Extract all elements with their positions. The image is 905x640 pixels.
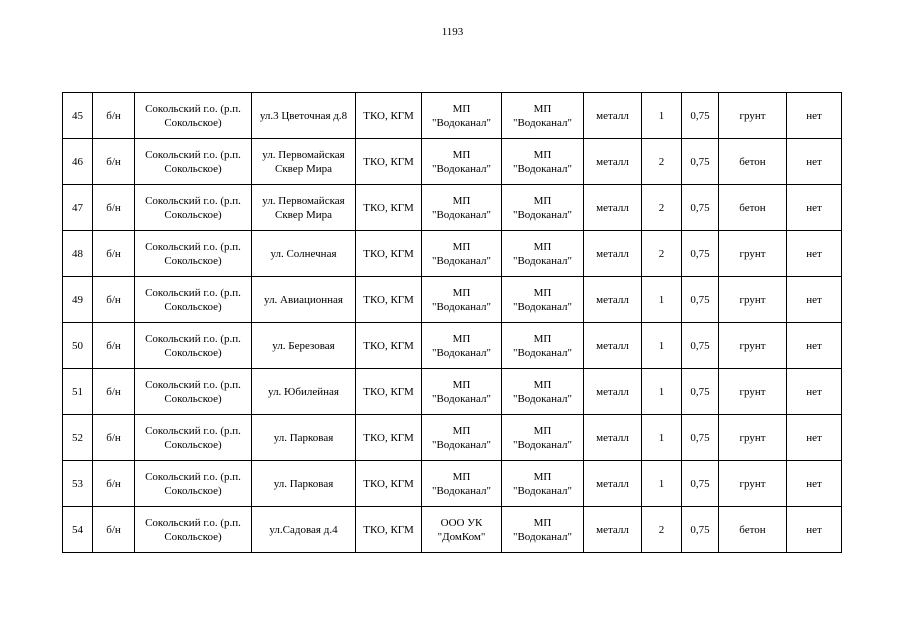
operator-text: "Водоканал" [512, 392, 572, 405]
operator-text: МП [533, 424, 552, 437]
owner-text: ООО УК [440, 516, 483, 529]
container-volume-text: 0,75 [690, 247, 710, 260]
container-volume-text: 0,75 [690, 339, 710, 352]
container-count-text: 1 [658, 385, 665, 398]
settlement-text: Сокольское) [164, 392, 222, 405]
street-text: ул. Парковая [273, 477, 334, 490]
street-text: ул. Солнечная [270, 247, 337, 260]
street-text: ул. Авиационная [264, 293, 343, 306]
street-text: ул.Садовая д.4 [269, 523, 338, 536]
owner-text: МП [452, 424, 471, 437]
settlement-text: Сокольский г.о. (р.п. [145, 148, 241, 161]
operator-text: МП [533, 286, 552, 299]
material-cell [584, 323, 642, 369]
container-count-cell [642, 231, 682, 277]
operator-text: "Водоканал" [512, 346, 572, 359]
surface-text: грунт [739, 339, 766, 352]
container-count-cell [642, 93, 682, 139]
fence-cell [787, 139, 842, 185]
row-number-cell [63, 461, 93, 507]
operator-text: "Водоканал" [512, 162, 572, 175]
container-count-text: 2 [658, 247, 665, 260]
settlement-cell [135, 461, 252, 507]
row-number-text: 45 [72, 109, 83, 122]
container-count-cell [642, 277, 682, 323]
container-sites-table [62, 92, 842, 553]
material-cell [584, 369, 642, 415]
document-cell [93, 461, 135, 507]
surface-cell [719, 93, 787, 139]
table-row [63, 185, 842, 231]
material-text: металл [596, 523, 629, 536]
container-volume-text: 0,75 [690, 523, 710, 536]
material-text: металл [596, 247, 629, 260]
operator-text: "Водоканал" [512, 254, 572, 267]
settlement-text: Сокольское) [164, 254, 222, 267]
fence-text: нет [806, 523, 822, 536]
settlement-text: Сокольское) [164, 116, 222, 129]
container-volume-cell [682, 185, 719, 231]
owner-cell [422, 323, 502, 369]
surface-cell [719, 185, 787, 231]
street-text: ул.3 Цветочная д.8 [259, 109, 348, 122]
street-cell [252, 369, 356, 415]
operator-text: МП [533, 332, 552, 345]
container-count-cell [642, 461, 682, 507]
settlement-text: Сокольский г.о. (р.п. [145, 194, 241, 207]
row-number-cell [63, 185, 93, 231]
container-volume-text: 0,75 [690, 385, 710, 398]
container-volume-cell [682, 139, 719, 185]
fence-text: нет [806, 431, 822, 444]
material-cell [584, 231, 642, 277]
owner-cell [422, 93, 502, 139]
document-text: б/н [106, 523, 121, 536]
owner-text: МП [452, 102, 471, 115]
waste-type-text: ТКО, КГМ [363, 523, 414, 536]
street-text: ул. Юбилейная [268, 385, 339, 398]
owner-text: МП [452, 194, 471, 207]
container-count-cell [642, 139, 682, 185]
surface-cell [719, 277, 787, 323]
container-volume-cell [682, 461, 719, 507]
settlement-text: Сокольский г.о. (р.п. [145, 516, 241, 529]
row-number-text: 46 [72, 155, 83, 168]
settlement-text: Сокольский г.о. (р.п. [145, 424, 241, 437]
row-number-cell [63, 277, 93, 323]
table-row [63, 139, 842, 185]
material-cell [584, 139, 642, 185]
container-volume-cell [682, 323, 719, 369]
waste-type-cell [356, 369, 422, 415]
settlement-text: Сокольский г.о. (р.п. [145, 286, 241, 299]
settlement-text: Сокольский г.о. (р.п. [145, 240, 241, 253]
document-cell [93, 139, 135, 185]
waste-type-text: ТКО, КГМ [363, 155, 414, 168]
container-count-text: 1 [658, 431, 665, 444]
operator-text: МП [533, 470, 552, 483]
street-text: ул. Первомайская [262, 194, 345, 207]
street-text: ул. Парковая [273, 431, 334, 444]
settlement-cell [135, 231, 252, 277]
container-count-text: 2 [658, 523, 665, 536]
container-volume-cell [682, 231, 719, 277]
street-cell [252, 277, 356, 323]
waste-type-cell [356, 185, 422, 231]
owner-cell [422, 415, 502, 461]
fence-text: нет [806, 109, 822, 122]
table-row [63, 323, 842, 369]
table-row [63, 93, 842, 139]
operator-text: "Водоканал" [512, 484, 572, 497]
operator-text: МП [533, 148, 552, 161]
fence-cell [787, 415, 842, 461]
waste-type-text: ТКО, КГМ [363, 339, 414, 352]
settlement-cell [135, 277, 252, 323]
settlement-cell [135, 415, 252, 461]
fence-cell [787, 277, 842, 323]
street-cell [252, 93, 356, 139]
street-cell [252, 185, 356, 231]
owner-text: МП [452, 332, 471, 345]
waste-type-text: ТКО, КГМ [363, 201, 414, 214]
settlement-text: Сокольское) [164, 162, 222, 175]
owner-cell [422, 461, 502, 507]
surface-text: грунт [739, 431, 766, 444]
table-row [63, 231, 842, 277]
owner-text: "Водоканал" [431, 346, 491, 359]
material-text: металл [596, 293, 629, 306]
table-row [63, 461, 842, 507]
fence-text: нет [806, 293, 822, 306]
container-volume-text: 0,75 [690, 477, 710, 490]
street-cell [252, 139, 356, 185]
container-volume-cell [682, 93, 719, 139]
container-count-text: 1 [658, 477, 665, 490]
fence-text: нет [806, 155, 822, 168]
document-cell [93, 93, 135, 139]
surface-cell [719, 369, 787, 415]
container-volume-cell [682, 277, 719, 323]
owner-cell [422, 185, 502, 231]
row-number-cell [63, 369, 93, 415]
material-text: металл [596, 155, 629, 168]
operator-cell [502, 415, 584, 461]
settlement-cell [135, 369, 252, 415]
document-text: б/н [106, 477, 121, 490]
owner-cell [422, 231, 502, 277]
waste-type-cell [356, 461, 422, 507]
settlement-text: Сокольское) [164, 346, 222, 359]
owner-text: МП [452, 286, 471, 299]
row-number-text: 47 [72, 201, 83, 214]
waste-type-text: ТКО, КГМ [363, 431, 414, 444]
settlement-text: Сокольское) [164, 530, 222, 543]
container-count-text: 2 [658, 155, 665, 168]
container-volume-text: 0,75 [690, 431, 710, 444]
container-volume-cell [682, 415, 719, 461]
owner-text: "Водоканал" [431, 116, 491, 129]
fence-text: нет [806, 201, 822, 214]
street-cell [252, 323, 356, 369]
settlement-text: Сокольский г.о. (р.п. [145, 102, 241, 115]
document-cell [93, 507, 135, 553]
material-cell [584, 507, 642, 553]
operator-cell [502, 277, 584, 323]
settlement-cell [135, 185, 252, 231]
material-cell [584, 277, 642, 323]
street-text: Сквер Мира [275, 208, 332, 221]
container-count-text: 2 [658, 201, 665, 214]
settlement-text: Сокольский г.о. (р.п. [145, 332, 241, 345]
owner-text: МП [452, 470, 471, 483]
page-number: 1193 [441, 26, 464, 38]
operator-text: МП [533, 194, 552, 207]
document-text: б/н [106, 247, 121, 260]
operator-text: МП [533, 516, 552, 529]
waste-type-text: ТКО, КГМ [363, 109, 414, 122]
container-count-text: 1 [658, 109, 665, 122]
street-cell [252, 415, 356, 461]
settlement-text: Сокольское) [164, 438, 222, 451]
operator-text: МП [533, 102, 552, 115]
owner-cell [422, 277, 502, 323]
waste-type-text: ТКО, КГМ [363, 477, 414, 490]
fence-cell [787, 93, 842, 139]
material-cell [584, 93, 642, 139]
surface-text: грунт [739, 109, 766, 122]
material-text: металл [596, 339, 629, 352]
waste-type-text: ТКО, КГМ [363, 247, 414, 260]
surface-text: бетон [739, 523, 766, 536]
operator-text: "Водоканал" [512, 300, 572, 313]
waste-type-cell [356, 139, 422, 185]
row-number-text: 49 [72, 293, 83, 306]
table-row [63, 415, 842, 461]
settlement-cell [135, 323, 252, 369]
owner-text: "ДомКом" [437, 530, 486, 543]
row-number-cell [63, 231, 93, 277]
fence-cell [787, 323, 842, 369]
surface-cell [719, 461, 787, 507]
table-row [63, 507, 842, 553]
fence-text: нет [806, 339, 822, 352]
fence-cell [787, 507, 842, 553]
settlement-cell [135, 93, 252, 139]
material-text: металл [596, 201, 629, 214]
owner-text: "Водоканал" [431, 254, 491, 267]
material-text: металл [596, 385, 629, 398]
operator-cell [502, 461, 584, 507]
surface-text: грунт [739, 247, 766, 260]
fence-cell [787, 185, 842, 231]
material-text: металл [596, 477, 629, 490]
waste-type-cell [356, 277, 422, 323]
street-cell [252, 507, 356, 553]
operator-text: "Водоканал" [512, 438, 572, 451]
container-count-cell [642, 507, 682, 553]
operator-text: "Водоканал" [512, 208, 572, 221]
document-cell [93, 231, 135, 277]
operator-cell [502, 323, 584, 369]
container-volume-text: 0,75 [690, 201, 710, 214]
settlement-text: Сокольское) [164, 208, 222, 221]
operator-text: МП [533, 240, 552, 253]
material-text: металл [596, 431, 629, 444]
settlement-cell [135, 507, 252, 553]
owner-text: "Водоканал" [431, 300, 491, 313]
table-row [63, 369, 842, 415]
waste-type-text: ТКО, КГМ [363, 385, 414, 398]
container-volume-cell [682, 507, 719, 553]
street-text: ул. Первомайская [262, 148, 345, 161]
document-text: б/н [106, 155, 121, 168]
container-count-text: 1 [658, 339, 665, 352]
operator-cell [502, 93, 584, 139]
owner-text: МП [452, 240, 471, 253]
container-count-text: 1 [658, 293, 665, 306]
row-number-cell [63, 323, 93, 369]
row-number-cell [63, 507, 93, 553]
operator-text: "Водоканал" [512, 116, 572, 129]
operator-text: "Водоканал" [512, 530, 572, 543]
waste-type-cell [356, 231, 422, 277]
row-number-cell [63, 139, 93, 185]
material-text: металл [596, 109, 629, 122]
material-cell [584, 461, 642, 507]
fence-text: нет [806, 477, 822, 490]
row-number-text: 50 [72, 339, 83, 352]
street-cell [252, 231, 356, 277]
settlement-text: Сокольское) [164, 300, 222, 313]
row-number-text: 51 [72, 385, 83, 398]
owner-text: МП [452, 378, 471, 391]
document-text: б/н [106, 339, 121, 352]
document-cell [93, 415, 135, 461]
owner-text: "Водоканал" [431, 162, 491, 175]
operator-cell [502, 231, 584, 277]
container-count-cell [642, 185, 682, 231]
material-cell [584, 415, 642, 461]
settlement-text: Сокольский г.о. (р.п. [145, 378, 241, 391]
surface-text: бетон [739, 155, 766, 168]
surface-text: бетон [739, 201, 766, 214]
surface-cell [719, 139, 787, 185]
owner-cell [422, 139, 502, 185]
row-number-text: 48 [72, 247, 83, 260]
waste-type-cell [356, 323, 422, 369]
owner-text: "Водоканал" [431, 484, 491, 497]
document-cell [93, 369, 135, 415]
owner-text: МП [452, 148, 471, 161]
container-volume-text: 0,75 [690, 109, 710, 122]
document-text: б/н [106, 109, 121, 122]
row-number-cell [63, 93, 93, 139]
material-cell [584, 185, 642, 231]
container-volume-cell [682, 369, 719, 415]
container-volume-text: 0,75 [690, 155, 710, 168]
table-row [63, 277, 842, 323]
surface-cell [719, 231, 787, 277]
waste-type-text: ТКО, КГМ [363, 293, 414, 306]
fence-cell [787, 231, 842, 277]
document-cell [93, 277, 135, 323]
operator-text: МП [533, 378, 552, 391]
operator-cell [502, 185, 584, 231]
surface-cell [719, 507, 787, 553]
fence-cell [787, 369, 842, 415]
container-count-cell [642, 323, 682, 369]
document-text: б/н [106, 431, 121, 444]
container-count-cell [642, 415, 682, 461]
surface-cell [719, 323, 787, 369]
document-cell [93, 185, 135, 231]
surface-text: грунт [739, 293, 766, 306]
owner-text: "Водоканал" [431, 392, 491, 405]
settlement-cell [135, 139, 252, 185]
owner-cell [422, 369, 502, 415]
street-cell [252, 461, 356, 507]
document-text: б/н [106, 201, 121, 214]
container-count-cell [642, 369, 682, 415]
surface-cell [719, 415, 787, 461]
surface-text: грунт [739, 385, 766, 398]
street-text: ул. Березовая [272, 339, 335, 352]
document-text: б/н [106, 385, 121, 398]
fence-cell [787, 461, 842, 507]
waste-type-cell [356, 507, 422, 553]
container-volume-text: 0,75 [690, 293, 710, 306]
operator-cell [502, 507, 584, 553]
settlement-text: Сокольское) [164, 484, 222, 497]
street-text: Сквер Мира [275, 162, 332, 175]
row-number-text: 54 [72, 523, 83, 536]
owner-text: "Водоканал" [431, 438, 491, 451]
operator-cell [502, 369, 584, 415]
settlement-text: Сокольский г.о. (р.п. [145, 470, 241, 483]
document-text: б/н [106, 293, 121, 306]
document-cell [93, 323, 135, 369]
fence-text: нет [806, 385, 822, 398]
waste-type-cell [356, 415, 422, 461]
waste-type-cell [356, 93, 422, 139]
owner-cell [422, 507, 502, 553]
row-number-cell [63, 415, 93, 461]
row-number-text: 52 [72, 431, 83, 444]
fence-text: нет [806, 247, 822, 260]
row-number-text: 53 [72, 477, 83, 490]
surface-text: грунт [739, 477, 766, 490]
operator-cell [502, 139, 584, 185]
owner-text: "Водоканал" [431, 208, 491, 221]
